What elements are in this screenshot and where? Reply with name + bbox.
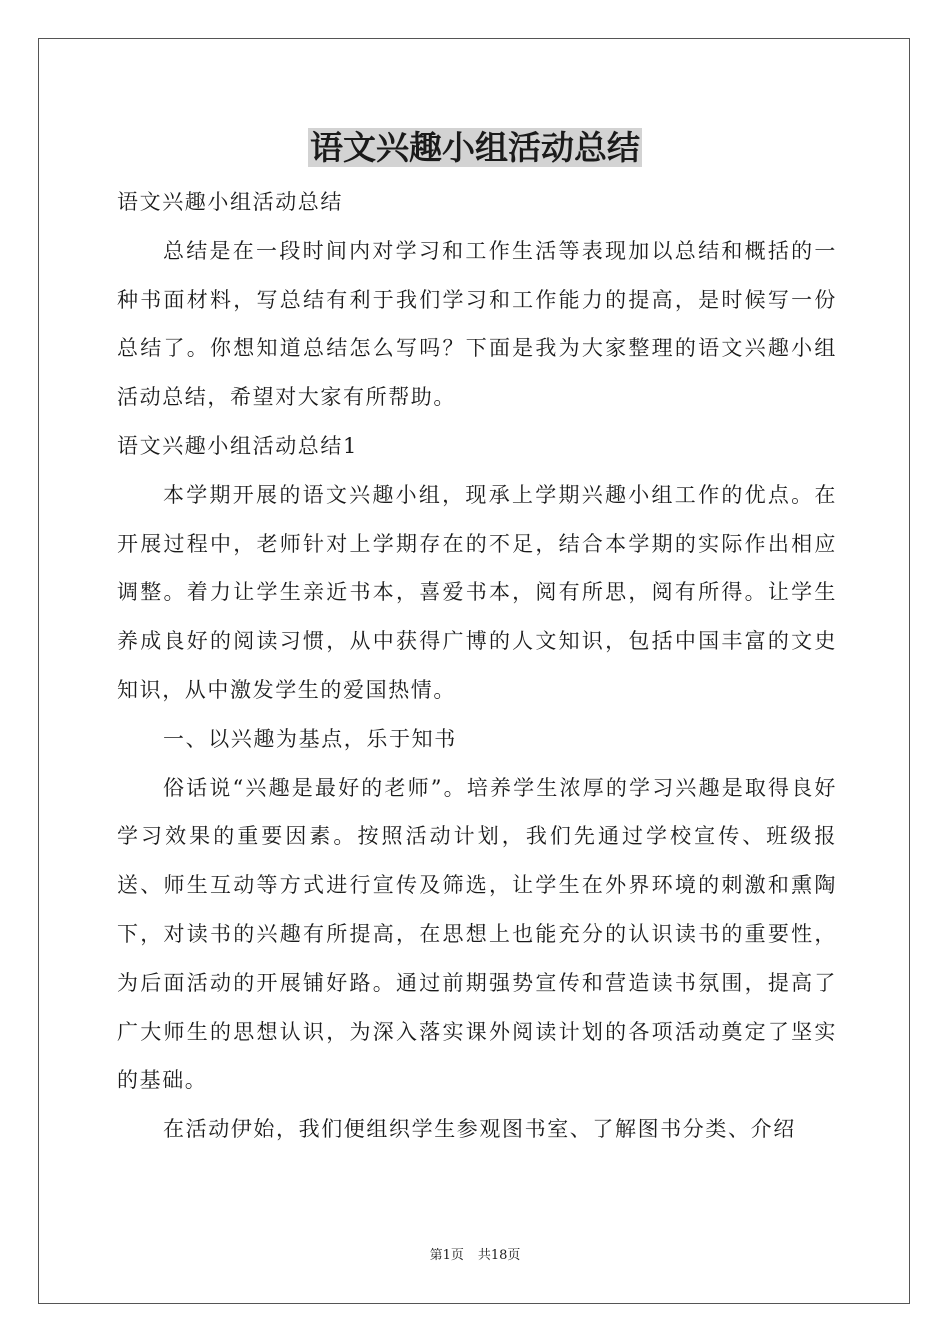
page-total: 共18页 [477, 1248, 521, 1263]
page-footer [0, 1247, 950, 1265]
body-paragraph: 在活动伊始，我们便组织学生参观图书室、了解图书分类、介绍 [163, 1117, 796, 1142]
intro-paragraph: 总结是在一段时间内对学习和工作生活等表现加以总结和概括的一种书面材料，写总结有利于我们学习和工作能力的提高，是时候写一份总结了。你想知道总结怎么写吗？下面是我为大家整理的语文兴趣小组活动总结，希望对大家有所帮助。 [117, 238, 837, 410]
document-body [117, 178, 837, 1154]
section-heading: 语文兴趣小组活动总结1 [117, 433, 358, 458]
page-number: 第1页 [429, 1248, 464, 1263]
subsection-heading: 一、以兴趣为基点，乐于知书 [163, 726, 457, 751]
document-title [0, 126, 950, 170]
body-paragraph: 本学期开展的语文兴趣小组，现承上学期兴趣小组工作的优点。在开展过程中，老师针对上学期存在的不足，结合本学期的实际作出相应调整。着力让学生亲近书本，喜爱书本，阅有所思，阅有所得。让学生养成良好的阅读习惯，从中获得广博的人文知识，包括中国丰富的文史知识，从中激发学生的爱国热情。 [117, 482, 837, 702]
body-paragraph: 俗话说“兴趣是最好的老师”。培养学生浓厚的学习兴趣是取得良好学习效果的重要因素。按照活动计划，我们先通过学校宣传、班级报送、师生互动等方式进行宣传及筛选，让学生在外界环境的刺激和熏陶下，对读书的兴趣有所提高，在思想上也能充分的认识读书的重要性，为后面活动的开展铺好路。通过前期强势宣传和营造读书氛围，提高了广大师生的思想认识，为深入落实课外阅读计划的各项活动奠定了坚实的基础。 [117, 775, 837, 1093]
subtitle-paragraph: 语文兴趣小组活动总结 [117, 190, 343, 214]
title-highlight: 语文兴趣小组活动总结 [310, 128, 640, 167]
